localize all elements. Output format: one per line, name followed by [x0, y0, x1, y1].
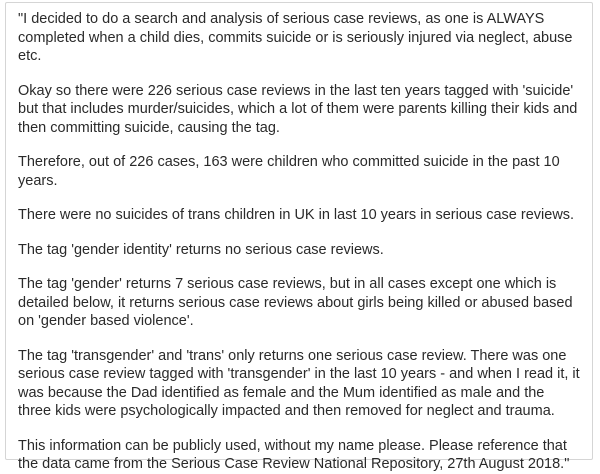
paragraph-source-reference: This information can be publicly used, without my name please. Please reference that the data came from the Serious Case Review National Repository, 27th August 2018.": [18, 437, 570, 472]
paragraph-163-children: Therefore, out of 226 cases, 163 were children who committed suicide in the past 10 years.: [18, 154, 560, 189]
paragraph-gender-identity-tag: The tag 'gender identity' returns no serious case reviews.: [18, 241, 384, 258]
paragraph-no-trans-suicides: There were no suicides of trans children in UK in last 10 years in serious case reviews.: [18, 207, 575, 223]
quoted-text-card: [5, 2, 593, 472]
paragraph-gender-tag: The tag 'gender' returns 7 serious case reviews, but in all cases except one which is detailed below, it returns serious case reviews about girls being killed or abused based on 'gender based violence'.: [18, 276, 573, 329]
paragraph-226-reviews: Okay so there were 226 serious case reviews in the last ten years tagged with 'suicide' but that includes murder/suicides, which a lot of them were parents killing their kids and then committing suicide, causing the tag.: [18, 82, 578, 136]
paragraph-transgender-tag: The tag 'transgender' and 'trans' only returns one serious case review. There was one serious case review tagged with 'transgender' in the last 10 years - and when I read it, it was because the Dad identified as female and the Mum identified as male and the three kids were psychologically impacted and then removed for neglect and trauma.: [18, 347, 580, 419]
paragraph-intro: "I decided to do a search and analysis of serious case reviews, as one is ALWAYS completed when a child dies, commits suicide or is seriously injured via neglect, abuse etc.: [18, 11, 573, 64]
